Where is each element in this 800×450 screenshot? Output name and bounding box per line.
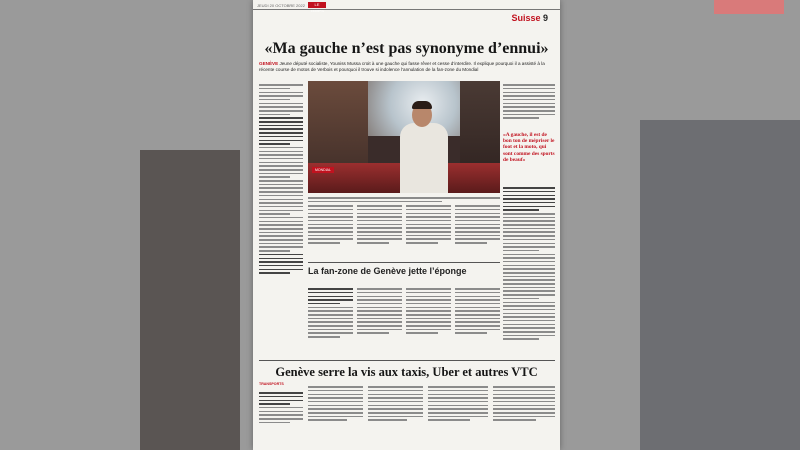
third-keyword: TRANSPORTS	[259, 382, 284, 386]
photo-tag: MONDIAL	[312, 167, 334, 173]
right-column-text-top	[503, 84, 555, 119]
middle-text-3-lines	[406, 205, 451, 243]
background-red-block	[714, 0, 784, 14]
left-column-text	[259, 84, 303, 274]
secondary-col-2-lines	[357, 288, 402, 334]
third-col-1-lines	[259, 392, 303, 423]
photo-person-body	[400, 123, 448, 193]
section-label	[511, 13, 548, 23]
header-rule	[253, 9, 560, 10]
article-photo	[308, 81, 500, 193]
issue-date: JEUDI 20 OCTOBRE 2022	[257, 3, 305, 8]
third-col-4-lines	[428, 386, 488, 421]
third-col-3	[368, 384, 423, 423]
lead-keyword: GENÈVE	[259, 61, 279, 66]
right-column-text-bottom	[503, 187, 555, 340]
newspaper-page	[253, 0, 560, 450]
middle-text-2	[357, 203, 402, 246]
third-col-3-lines	[368, 386, 423, 421]
secondary-col-3	[406, 286, 451, 336]
secondary-col-2	[357, 286, 402, 336]
section-name: Suisse	[511, 13, 541, 23]
middle-text-1-lines	[308, 205, 353, 243]
third-headline: Genève serre la vis aux taxis, Uber et autres VTC	[275, 365, 538, 379]
middle-text-4	[455, 203, 500, 246]
photo-person-hair	[412, 101, 432, 109]
secondary-col-1	[308, 286, 353, 340]
pull-quote: «A gauche, il est de bon ton de mépriser le foot et la moto, qui sont comme des sports de beauf»	[503, 132, 555, 163]
third-col-2	[308, 384, 363, 423]
brand-badge: LE TEMPS	[308, 2, 326, 8]
left-column	[259, 82, 303, 276]
page-number: 9	[542, 13, 548, 23]
background-photo-right	[640, 120, 800, 450]
background-photo-left	[140, 150, 240, 450]
section-rule-2	[259, 360, 555, 361]
main-headline: «Ma gauche n’est pas synonyme d’ennui»	[264, 40, 549, 57]
secondary-headline: La fan-zone de Genève jette l’éponge	[308, 266, 467, 276]
middle-text-1	[308, 203, 353, 246]
right-column-bottom	[503, 185, 555, 342]
third-col-5	[493, 384, 555, 423]
secondary-col-3-lines	[406, 288, 451, 334]
third-col-2-lines	[308, 386, 363, 421]
middle-text-2-lines	[357, 205, 402, 243]
secondary-col-1-lines	[308, 288, 353, 337]
third-col-1	[259, 390, 303, 425]
middle-text-3	[406, 203, 451, 246]
third-col-4	[428, 384, 488, 423]
lead-text: Jeune député socialiste, Youniss Mussa croit à une gauche qui fasse rêver et cesse d’interdire. Il explique pourquoi il a assisté à la récente course de motos de Verbois et pourquoi il trouve si indolence l’annulation de la fan-zone du Mondial	[259, 61, 545, 72]
article-lead	[259, 61, 554, 73]
secondary-col-4-lines	[455, 288, 500, 334]
third-col-5-lines	[493, 386, 555, 421]
secondary-col-4	[455, 286, 500, 336]
section-rule-1	[308, 262, 500, 263]
middle-text-4-lines	[455, 205, 500, 243]
right-column	[503, 82, 555, 121]
